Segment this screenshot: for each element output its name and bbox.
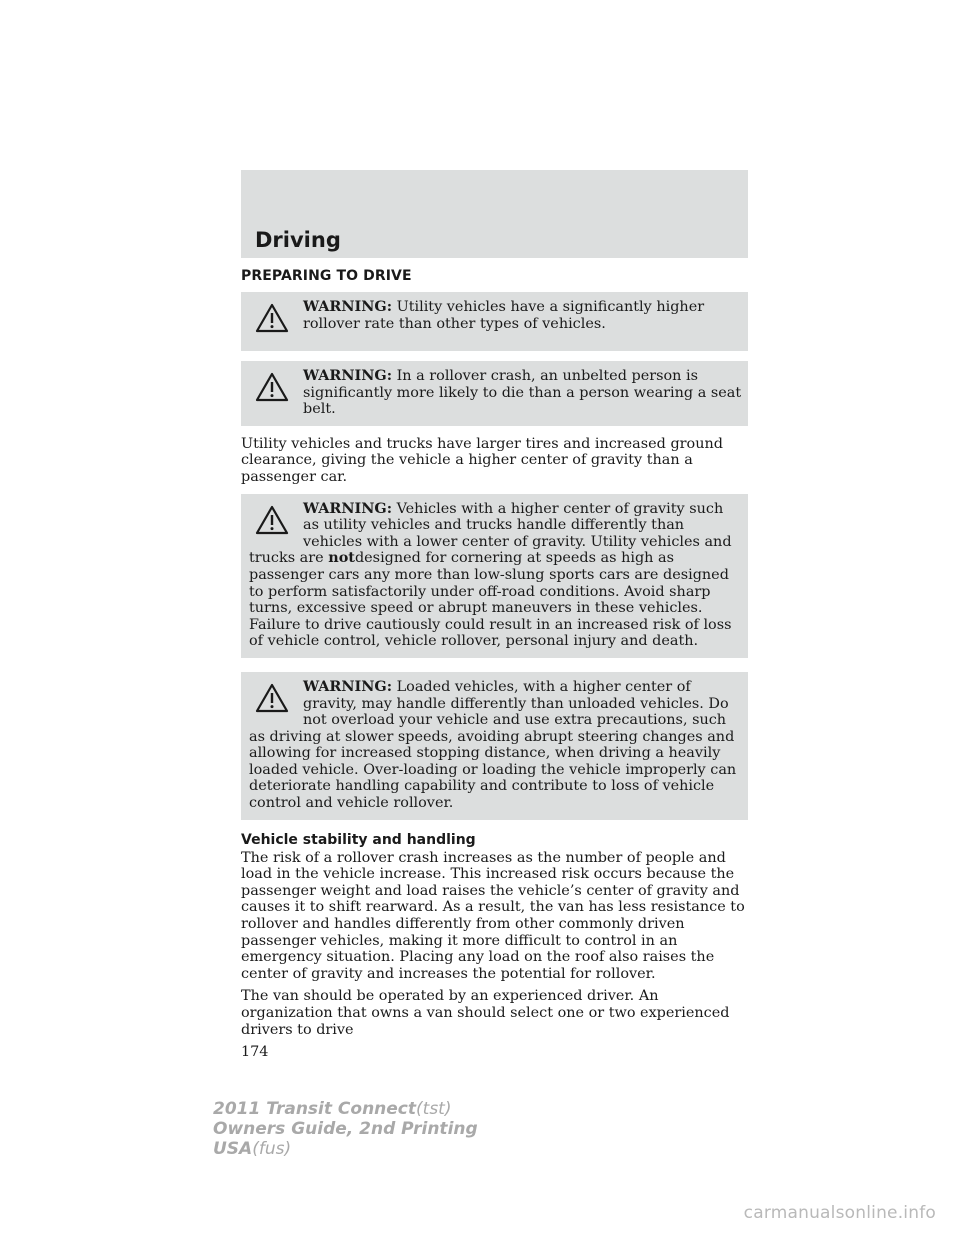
footer-edition: Owners Guide, 2nd Printing bbox=[213, 1119, 478, 1139]
warning-label: WARNING: bbox=[303, 677, 393, 695]
warning-triangle-icon bbox=[255, 303, 289, 343]
body-paragraph: The risk of a rollover crash increases as the number of people and load in the vehicle increase. This increased risk occurs because the passenger weight and load raises the vehicle’s center of gravity and causes it to shift rearward. As a result, the van has less resistance to rollover and handles differently from other commonly driven passenger vehicles, making it more difficult to control in an emergency situation. Placing any load on the roof also raises the center of gravity and increases the potential for rollover. bbox=[241, 849, 745, 982]
warning-triangle-icon bbox=[255, 505, 289, 545]
warning-triangle-icon bbox=[255, 372, 289, 412]
warning-text: Loaded vehicles, with a higher center of gravity, may handle differently than unloaded vehicles. Do not overload your vehicle and use extra precautions, such as driving at slower speeds, avoiding abrupt steering changes and allowing for increased stopping distance, when driving a heavily loaded vehicle. Over-loading or loading the vehicle improperly can deteriorate handling capability and contribute to loss of vehicle control and vehicle rollover. bbox=[249, 678, 737, 812]
watermark-text: carmanualsonline.info bbox=[743, 1203, 936, 1223]
warning-text: In a rollover crash, an unbelted person is significantly more likely to die than a person wearing a seat belt. bbox=[303, 368, 742, 418]
warning-box bbox=[241, 494, 748, 658]
warning-box bbox=[241, 292, 748, 351]
footer-code: (tst) bbox=[416, 1099, 452, 1119]
warning-triangle-icon bbox=[255, 683, 289, 723]
warning-label: WARNING: bbox=[303, 367, 393, 384]
page-heading: PREPARING TO DRIVE bbox=[241, 268, 412, 284]
document-footer bbox=[213, 1099, 478, 1159]
footer-market-code: (fus) bbox=[252, 1139, 292, 1159]
warning-text: Vehicles with a higher center of gravity such as utility vehicles and trucks handle differently than vehicles with a lower center of gravity. Utility vehicles and trucks are bbox=[249, 500, 732, 567]
footer-market: USA bbox=[213, 1139, 253, 1159]
body-paragraph: The van should be operated by an experienced driver. An organization that owns a van should select one or two experienced drivers to drive bbox=[241, 988, 730, 1038]
warning-emphasis: not bbox=[328, 549, 355, 567]
footer-model: 2011 Transit Connect bbox=[213, 1099, 417, 1119]
warning-box bbox=[241, 672, 748, 820]
page-number: 174 bbox=[241, 1044, 269, 1061]
warning-label: WARNING: bbox=[303, 298, 393, 315]
subsection-heading: Vehicle stability and handling bbox=[241, 831, 476, 848]
section-header bbox=[241, 170, 748, 258]
section-title: Driving bbox=[255, 228, 341, 252]
page-content bbox=[241, 264, 748, 1060]
warning-box bbox=[241, 361, 748, 426]
warning-text: designed for cornering at speeds as high as passenger cars any more than low-slung sports cars are designed to perform satisfactorily under off-road conditions. Avoid sharp turns, excessive speed or abrupt maneuvers in these vehicles. Failure to drive cautiously could result in an increased risk of loss of vehicle control, vehicle rollover, personal injury and death. bbox=[249, 550, 732, 650]
warning-text: Utility vehicles have a significantly higher rollover rate than other types of vehicles. bbox=[303, 299, 705, 332]
warning-label: WARNING: bbox=[303, 499, 393, 517]
body-paragraph: Utility vehicles and trucks have larger tires and increased ground clearance, giving the vehicle a higher center of gravity than a passenger car. bbox=[241, 435, 723, 485]
